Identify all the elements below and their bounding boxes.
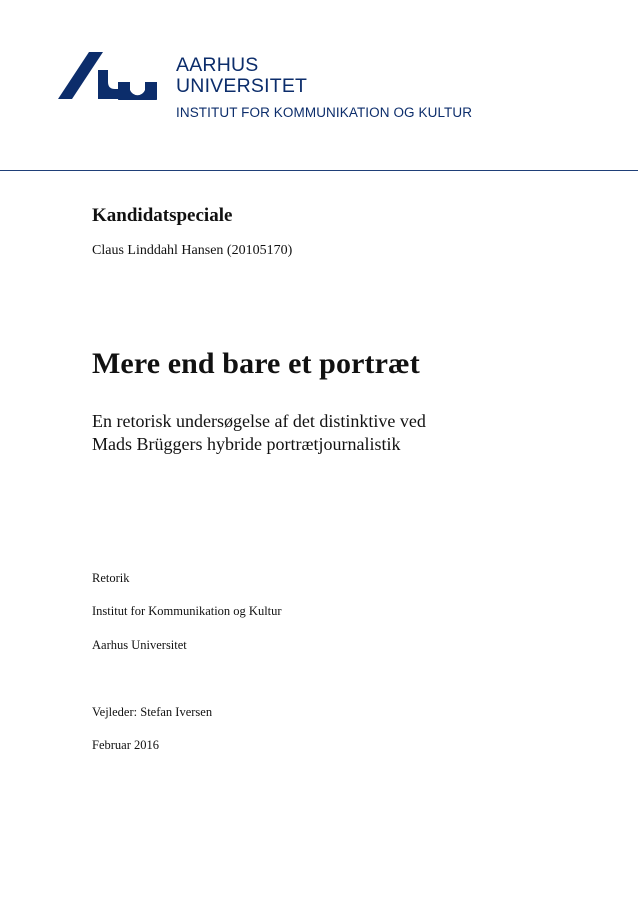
header-divider	[0, 170, 638, 171]
submission-date: Februar 2016	[92, 738, 159, 752]
university-name: Aarhus Universitet	[92, 638, 187, 652]
logo-university-line2: UNIVERSITET	[176, 75, 308, 97]
university-logo	[58, 52, 473, 128]
aarhus-university-seal-icon	[58, 52, 158, 100]
logo-institute-name: INSTITUT FOR KOMMUNIKATION OG KULTUR	[176, 105, 473, 120]
thesis-subtitle	[92, 410, 552, 456]
subtitle-line-2: Mads Brüggers hybride portrætjournalistik	[92, 434, 401, 454]
thesis-title: Mere end bare et portræt	[92, 347, 420, 380]
field-of-study: Retorik	[92, 571, 130, 585]
subtitle-line-1: En retorisk undersøgelse af det distinktive ved	[92, 411, 426, 431]
institute-name: Institut for Kommunikation og Kultur	[92, 604, 282, 618]
logo-wordmark	[176, 55, 472, 121]
logo-university-line1: AARHUS	[176, 54, 259, 76]
thesis-type: Kandidatspeciale	[92, 205, 233, 226]
author-name: Claus Linddahl Hansen (20105170)	[92, 243, 293, 258]
supervisor: Vejleder: Stefan Iversen	[92, 705, 213, 719]
